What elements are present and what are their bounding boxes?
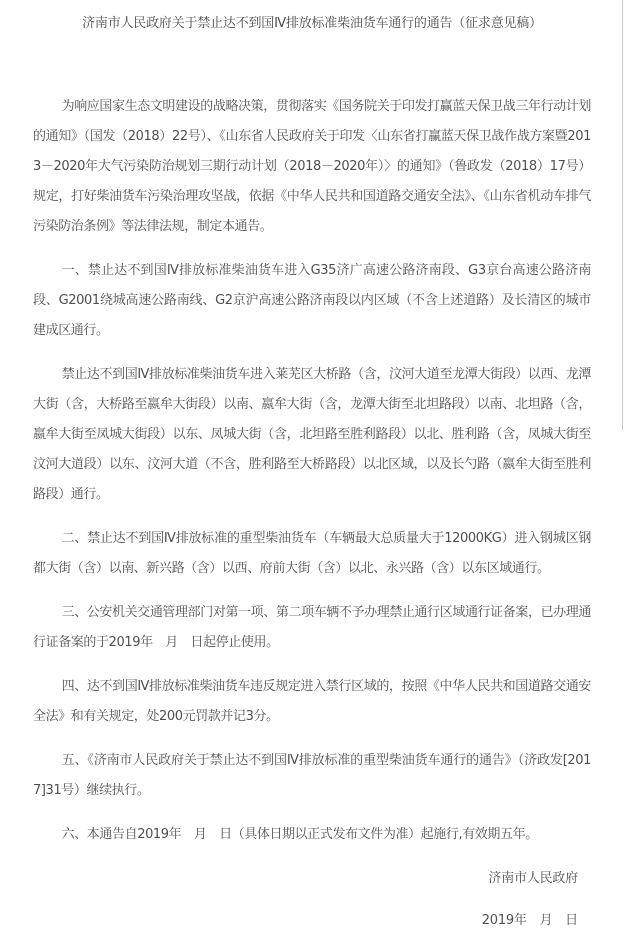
document-title: 济南市人民政府关于禁止达不到国Ⅳ排放标准柴油货车通行的通告（征求意见稿） [82, 16, 542, 31]
signature-date: 2019年 月 日 [481, 913, 578, 928]
paragraph-item-2: 二、禁止达不到国Ⅳ排放标准的重型柴油货车（车辆最大总质量大于12000KG）进入钢城区钢都大街（含）以南、新兴路（含）以西、府前大街（含）以北、永兴路（含）以东区域通行。 [33, 531, 591, 576]
paragraph-item-6: 六、本通告自2019年 月 日（具体日期以正式发布文件为准）起施行,有效期五年。 [61, 827, 538, 842]
paragraph-intro: 为响应国家生态文明建设的战略决策，贯彻落实《国务院关于印发打赢蓝天保卫战三年行动计划的通知》（国发（2018）22号）、《山东省人民政府关于印发〈山东省打赢蓝天保卫战作战方案暨2013－2020年大气污染防治规划三期行动计划（2018－2020年）〉的通知》（鲁政发（2018）17号）规定，打好柴油货车污染治理攻坚战，依据《中华人民共和国道路交通安全法》、《山东省机动车排气污染防治条例》等法律法规，制定本通告。 [33, 99, 591, 234]
signature-block [33, 864, 591, 936]
paragraph-item-3: 三、公安机关交通管理部门对第一项、第二项车辆不予办理禁止通行区域通行证备案，已办理通行证备案的于2019年 月 日起停止使用。 [33, 605, 591, 650]
signature-issuer: 济南市人民政府 [488, 871, 578, 886]
paragraph-item-1-laiwu: 禁止达不到国Ⅳ排放标准柴油货车进入莱芜区大桥路（含，汶河大道至龙潭大街段）以西、龙潭大街（含，大桥路至嬴牟大街段）以南、嬴牟大街（含，龙潭大街至北坦路段）以南、北坦路（含，嬴牟大街至凤城大街段）以东、凤城大街（含，北坦路至胜利路段）以北、胜利路（含，凤城大街至汶河大道段）以东、汶河大道（不含，胜利路至大桥路段）以北区域，以及长勺路（嬴牟大街至胜利路段）通行。 [33, 367, 591, 502]
paragraph-item-1: 一、禁止达不到国Ⅳ排放标准柴油货车进入G35济广高速公路济南段、G3京台高速公路济南段、G2001绕城高速公路南线、G2京沪高速公路济南段以内区域（不含上述道路）及长清区的城市建成区通行。 [33, 263, 591, 338]
paragraph-item-4: 四、达不到国Ⅳ排放标准柴油货车违反规定进入禁行区域的，按照《中华人民共和国道路交通安全法》和有关规定，处200元罚款并记3分。 [33, 679, 591, 724]
paragraph-item-5: 五、《济南市人民政府关于禁止达不到国Ⅳ排放标准的重型柴油货车通行的通告》（济政发[2017]31号）继续执行。 [33, 753, 591, 798]
page-right-edge-line [622, 0, 623, 430]
